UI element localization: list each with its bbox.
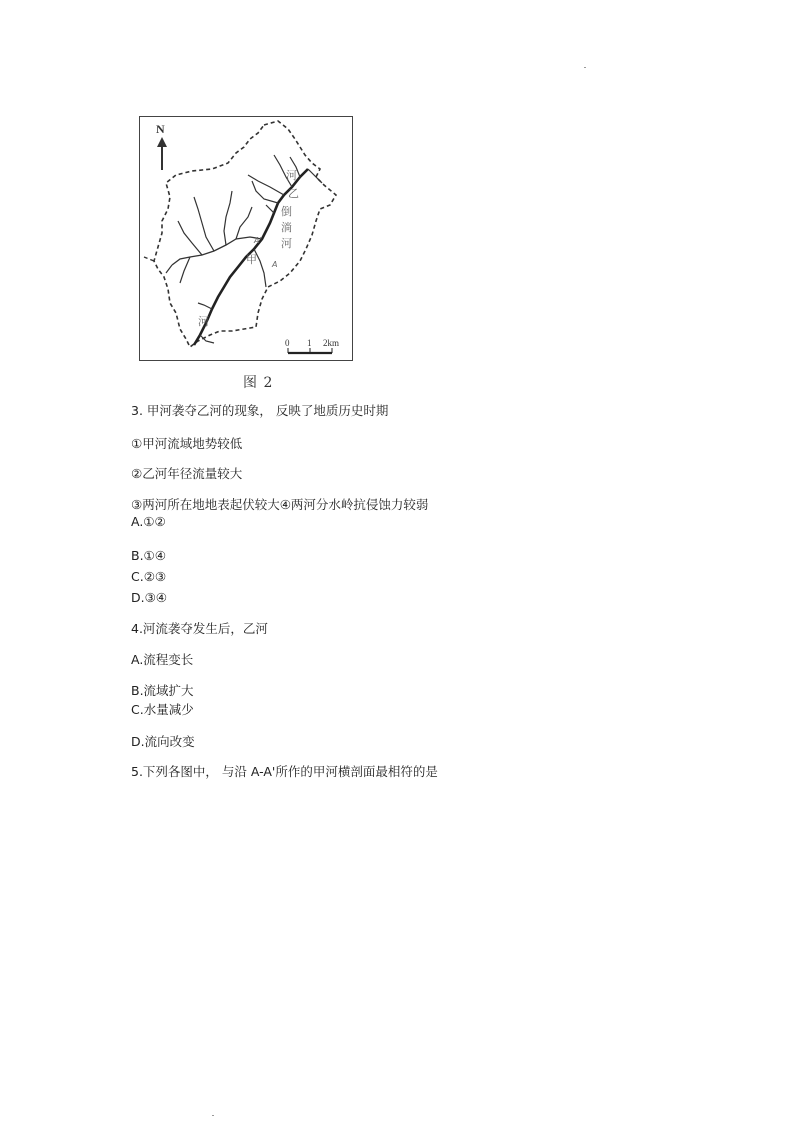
question-4-stem: 4.河流袭夺发生后，乙河 [131,621,268,636]
river-label-he-upper: 河 [286,169,297,182]
question-3-option-b: B.①④ [131,548,166,563]
scan-speck [584,67,586,68]
river-label-dao: 倒 [281,205,292,218]
scale-label-2km: 2km [323,338,340,348]
scale-label-0: 0 [285,338,290,348]
question-3-item-2: ②乙河年径流量较大 [131,466,243,481]
river-label-yi: 乙 [288,187,299,200]
question-4-option-a: A.流程变长 [131,652,194,667]
river-map [140,117,354,362]
question-3-item-1: ①甲河流域地势较低 [131,436,243,451]
question-4-option-b: B.流域扩大 [131,683,194,698]
river-label-jia: 甲 [246,253,257,266]
question-3-stem: 3. 甲河袭夺乙河的现象， 反映了地质历史时期 [131,403,389,418]
question-3-item-3-4: ③两河所在地地表起伏较大④两河分水岭抗侵蚀力较弱 [131,497,429,512]
question-3-option-c: C.②③ [131,569,167,584]
question-4-option-c: C.水量减少 [131,702,194,717]
section-mark-a-prime: A' [254,236,262,245]
section-mark-a: A [272,260,278,269]
north-arrow-icon [157,137,167,170]
watershed-boundary [154,121,336,347]
question-4-option-d: D.流向改变 [131,734,195,749]
scale-label-1: 1 [307,338,312,348]
question-5-stem: 5.下列各图中， 与沿 A-A'所作的甲河横剖面最相符的是 [131,764,438,779]
river-label-he-lower: 河 [198,315,209,328]
question-3-option-a: A.①② [131,514,166,529]
scan-speck [212,1115,214,1116]
river-map-figure [139,116,353,361]
scale-bar [288,348,332,353]
river-label-he-middle: 河 [281,237,292,250]
north-label: N [156,122,165,136]
river-label-tang: 淌 [281,221,292,234]
figure-caption: 图 2 [243,375,274,391]
question-3-option-d: D.③④ [131,590,168,605]
